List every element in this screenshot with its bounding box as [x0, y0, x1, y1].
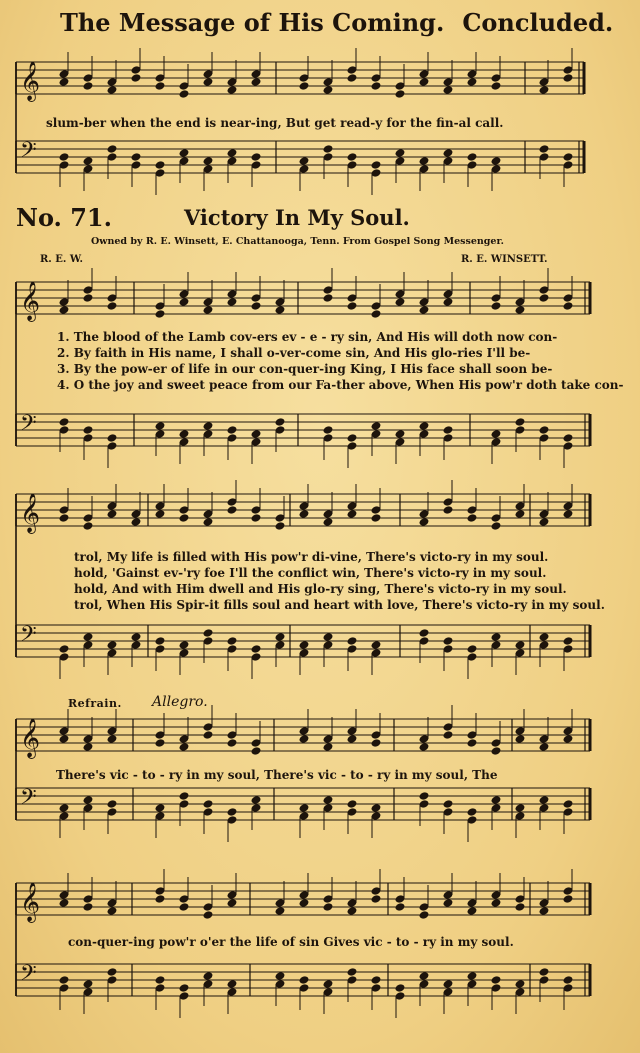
- note-head: [563, 509, 574, 519]
- note-head: [83, 902, 94, 912]
- note-head: [227, 898, 238, 908]
- note-head: [227, 297, 238, 307]
- note-head: [227, 505, 238, 515]
- verse-3-line-b: hold, And with Him dwell and His glo-ry sing, There's victo-ry in my soul.: [74, 582, 567, 596]
- note-head: [491, 795, 502, 805]
- note-head: [467, 807, 478, 817]
- note-head: [155, 975, 166, 985]
- note-head: [347, 509, 358, 519]
- hymn-title: Victory In My Soul.: [184, 205, 410, 230]
- note-head: [443, 730, 454, 740]
- note-head: [155, 509, 166, 519]
- note-head: [203, 517, 214, 527]
- note-head: [371, 894, 382, 904]
- note-head: [419, 971, 430, 981]
- note-head: [179, 791, 190, 801]
- note-head: [59, 152, 70, 162]
- note-head: [83, 425, 94, 435]
- treble-clef-icon: 𝄞: [20, 61, 41, 101]
- note-head: [203, 910, 214, 920]
- note-head: [347, 734, 358, 744]
- note-head: [323, 742, 334, 752]
- note-head: [395, 148, 406, 158]
- note-head: [443, 636, 454, 646]
- note-head: [323, 632, 334, 642]
- verse-1-line-b: trol, My life is filled with His pow'r di-vine, There's victo-ry in my soul.: [74, 550, 549, 564]
- note-head: [563, 301, 574, 311]
- note-head: [539, 632, 550, 642]
- note-head: [563, 636, 574, 646]
- note-head: [107, 734, 118, 744]
- treble-clef-icon: 𝄞: [20, 882, 41, 922]
- note-head: [155, 894, 166, 904]
- note-head: [563, 894, 574, 904]
- note-head: [323, 85, 334, 95]
- note-head: [371, 421, 382, 431]
- note-head: [203, 971, 214, 981]
- note-head: [299, 156, 310, 166]
- note-head: [179, 513, 190, 523]
- verse-2-line-b: hold, 'Gainst ev-'ry foe I'll the conflict win, There's victo-ry in my soul.: [74, 566, 547, 580]
- note-head: [443, 425, 454, 435]
- note-head: [539, 795, 550, 805]
- note-head: [59, 77, 70, 87]
- note-head: [323, 144, 334, 154]
- note-head: [155, 160, 166, 170]
- note-head: [227, 807, 238, 817]
- note-head: [59, 898, 70, 908]
- note-head: [371, 738, 382, 748]
- note-head: [539, 517, 550, 527]
- note-head: [59, 644, 70, 654]
- note-head: [323, 979, 334, 989]
- note-head: [515, 803, 526, 813]
- ownership-note: Owned by R. E. Winsett, E. Chattanooga, Tenn. From Gospel Song Messenger.: [91, 236, 504, 247]
- refrain-label: Refrain.: [68, 697, 122, 710]
- note-head: [107, 906, 118, 916]
- bass-clef-icon: 𝄢: [20, 138, 37, 168]
- note-head: [563, 73, 574, 83]
- note-head: [275, 632, 286, 642]
- words-credit: R. E. W.: [40, 254, 84, 265]
- note-head: [371, 309, 382, 319]
- note-head: [227, 85, 238, 95]
- note-head: [323, 902, 334, 912]
- music-credit: R. E. WINSETT.: [461, 254, 548, 265]
- note-head: [251, 301, 262, 311]
- note-head: [299, 975, 310, 985]
- note-head: [107, 301, 118, 311]
- note-head: [83, 795, 94, 805]
- note-head: [203, 730, 214, 740]
- note-head: [83, 979, 94, 989]
- note-head: [299, 640, 310, 650]
- note-head: [107, 967, 118, 977]
- note-head: [83, 81, 94, 91]
- note-head: [59, 803, 70, 813]
- treble-clef-icon: 𝄞: [20, 493, 41, 533]
- note-head: [371, 640, 382, 650]
- note-head: [107, 640, 118, 650]
- note-head: [179, 429, 190, 439]
- note-head: [251, 152, 262, 162]
- note-head: [491, 975, 502, 985]
- note-head: [155, 81, 166, 91]
- note-head: [107, 85, 118, 95]
- note-head: [467, 738, 478, 748]
- note-head: [299, 898, 310, 908]
- verse-3-line-a: 3. By the pow-er of life in our con-quer-ing King, I His face shall soon be-: [57, 362, 553, 376]
- note-head: [227, 738, 238, 748]
- note-head: [83, 521, 94, 531]
- note-head: [491, 521, 502, 531]
- note-head: [299, 509, 310, 519]
- note-head: [179, 89, 190, 99]
- tempo-marking: Allegro.: [152, 694, 208, 710]
- note-head: [443, 148, 454, 158]
- note-head: [419, 305, 430, 315]
- note-head: [395, 902, 406, 912]
- note-head: [347, 906, 358, 916]
- note-head: [203, 421, 214, 431]
- note-head: [323, 795, 334, 805]
- note-head: [323, 517, 334, 527]
- note-head: [179, 902, 190, 912]
- note-head: [179, 742, 190, 752]
- note-head: [419, 517, 430, 527]
- note-head: [107, 509, 118, 519]
- note-head: [563, 799, 574, 809]
- note-head: [515, 902, 526, 912]
- note-head: [251, 746, 262, 756]
- note-head: [323, 293, 334, 303]
- note-head: [131, 632, 142, 642]
- note-head: [515, 734, 526, 744]
- bass-clef-icon: 𝄢: [20, 411, 37, 441]
- verse-1-line-a: 1. The blood of the Lamb cov-ers ev - e - ry sin, And His will doth now con-: [57, 330, 558, 344]
- note-head: [275, 417, 286, 427]
- note-head: [107, 433, 118, 443]
- note-head: [179, 148, 190, 158]
- note-head: [59, 305, 70, 315]
- note-head: [563, 433, 574, 443]
- note-head: [275, 305, 286, 315]
- note-head: [251, 429, 262, 439]
- note-head: [491, 301, 502, 311]
- note-head: [347, 433, 358, 443]
- note-head: [179, 640, 190, 650]
- note-head: [59, 417, 70, 427]
- note-head: [155, 636, 166, 646]
- note-head: [155, 803, 166, 813]
- note-head: [395, 983, 406, 993]
- note-head: [563, 734, 574, 744]
- note-head: [443, 799, 454, 809]
- note-head: [419, 628, 430, 638]
- note-head: [251, 513, 262, 523]
- note-head: [227, 979, 238, 989]
- note-head: [275, 971, 286, 981]
- note-head: [275, 521, 286, 531]
- note-head: [203, 799, 214, 809]
- note-head: [563, 975, 574, 985]
- note-head: [347, 636, 358, 646]
- note-head: [203, 77, 214, 87]
- note-head: [491, 746, 502, 756]
- note-head: [467, 513, 478, 523]
- note-head: [419, 77, 430, 87]
- note-head: [563, 152, 574, 162]
- note-head: [491, 81, 502, 91]
- treble-clef-icon: 𝄞: [20, 281, 41, 321]
- note-head: [515, 640, 526, 650]
- note-head: [83, 156, 94, 166]
- note-head: [227, 636, 238, 646]
- note-head: [107, 144, 118, 154]
- note-head: [443, 85, 454, 95]
- concluded-label: Concluded.: [462, 8, 614, 37]
- bass-clef-icon: 𝄢: [20, 961, 37, 991]
- page-title: [60, 8, 613, 37]
- note-head: [107, 799, 118, 809]
- note-head: [539, 742, 550, 752]
- note-head: [203, 305, 214, 315]
- continued-hymn-title: The Message of His Coming.: [60, 8, 445, 37]
- note-head: [395, 429, 406, 439]
- note-head: [347, 301, 358, 311]
- note-head: [227, 148, 238, 158]
- top-lyric-line: slum-ber when the end is near-ing, But get read-y for the fin-al call.: [46, 116, 504, 130]
- note-head: [491, 632, 502, 642]
- note-head: [155, 738, 166, 748]
- note-head: [299, 803, 310, 813]
- note-head: [515, 305, 526, 315]
- note-head: [419, 910, 430, 920]
- note-head: [299, 81, 310, 91]
- note-head: [515, 979, 526, 989]
- note-head: [539, 85, 550, 95]
- note-head: [539, 425, 550, 435]
- note-head: [467, 971, 478, 981]
- hymn-number: No. 71.: [16, 203, 112, 232]
- note-head: [59, 513, 70, 523]
- bass-clef-icon: 𝄢: [20, 622, 37, 652]
- refrain-lyric-1: There's vic - to - ry in my soul, There's vic - to - ry in my soul, The: [56, 768, 498, 782]
- note-head: [251, 644, 262, 654]
- refrain-lyric-2: con-quer-ing pow'r o'er the life of sin Gives vic - to - ry in my soul.: [68, 935, 514, 949]
- note-head: [515, 509, 526, 519]
- note-head: [467, 77, 478, 87]
- note-head: [203, 156, 214, 166]
- note-head: [371, 975, 382, 985]
- note-head: [395, 89, 406, 99]
- verse-4-line-b: trol, When His Spir-it fills soul and heart with love, There's victo-ry in my soul.: [74, 598, 605, 612]
- note-head: [155, 309, 166, 319]
- note-head: [131, 73, 142, 83]
- note-head: [419, 421, 430, 431]
- note-head: [491, 429, 502, 439]
- note-head: [443, 505, 454, 515]
- note-head: [443, 898, 454, 908]
- note-head: [371, 513, 382, 523]
- note-head: [179, 297, 190, 307]
- note-head: [59, 975, 70, 985]
- note-head: [299, 734, 310, 744]
- note-head: [347, 73, 358, 83]
- note-head: [491, 898, 502, 908]
- treble-clef-icon: 𝄞: [20, 718, 41, 758]
- note-head: [419, 742, 430, 752]
- note-head: [467, 644, 478, 654]
- note-head: [323, 425, 334, 435]
- note-head: [515, 417, 526, 427]
- note-head: [371, 803, 382, 813]
- note-head: [227, 425, 238, 435]
- note-head: [539, 967, 550, 977]
- bass-clef-icon: 𝄢: [20, 785, 37, 815]
- note-head: [491, 156, 502, 166]
- note-head: [203, 628, 214, 638]
- note-head: [275, 906, 286, 916]
- note-head: [155, 421, 166, 431]
- note-head: [347, 967, 358, 977]
- note-head: [467, 152, 478, 162]
- note-head: [251, 77, 262, 87]
- note-head: [83, 632, 94, 642]
- note-head: [83, 742, 94, 752]
- note-head: [179, 983, 190, 993]
- note-head: [347, 799, 358, 809]
- note-head: [539, 293, 550, 303]
- verse-4-line-a: 4. O the joy and sweet peace from our Fa-ther above, When His pow'r doth take con-: [57, 378, 624, 392]
- note-head: [539, 906, 550, 916]
- note-head: [251, 795, 262, 805]
- note-head: [419, 156, 430, 166]
- note-head: [371, 160, 382, 170]
- note-head: [395, 297, 406, 307]
- note-head: [443, 297, 454, 307]
- note-head: [419, 791, 430, 801]
- note-head: [539, 144, 550, 154]
- note-head: [347, 152, 358, 162]
- note-head: [59, 734, 70, 744]
- note-head: [131, 152, 142, 162]
- note-head: [443, 979, 454, 989]
- note-head: [83, 293, 94, 303]
- note-head: [467, 906, 478, 916]
- note-head: [371, 81, 382, 91]
- note-head: [131, 517, 142, 527]
- verse-2-line-a: 2. By faith in His name, I shall o-ver-come sin, And His glo-ries I'll be-: [57, 346, 531, 360]
